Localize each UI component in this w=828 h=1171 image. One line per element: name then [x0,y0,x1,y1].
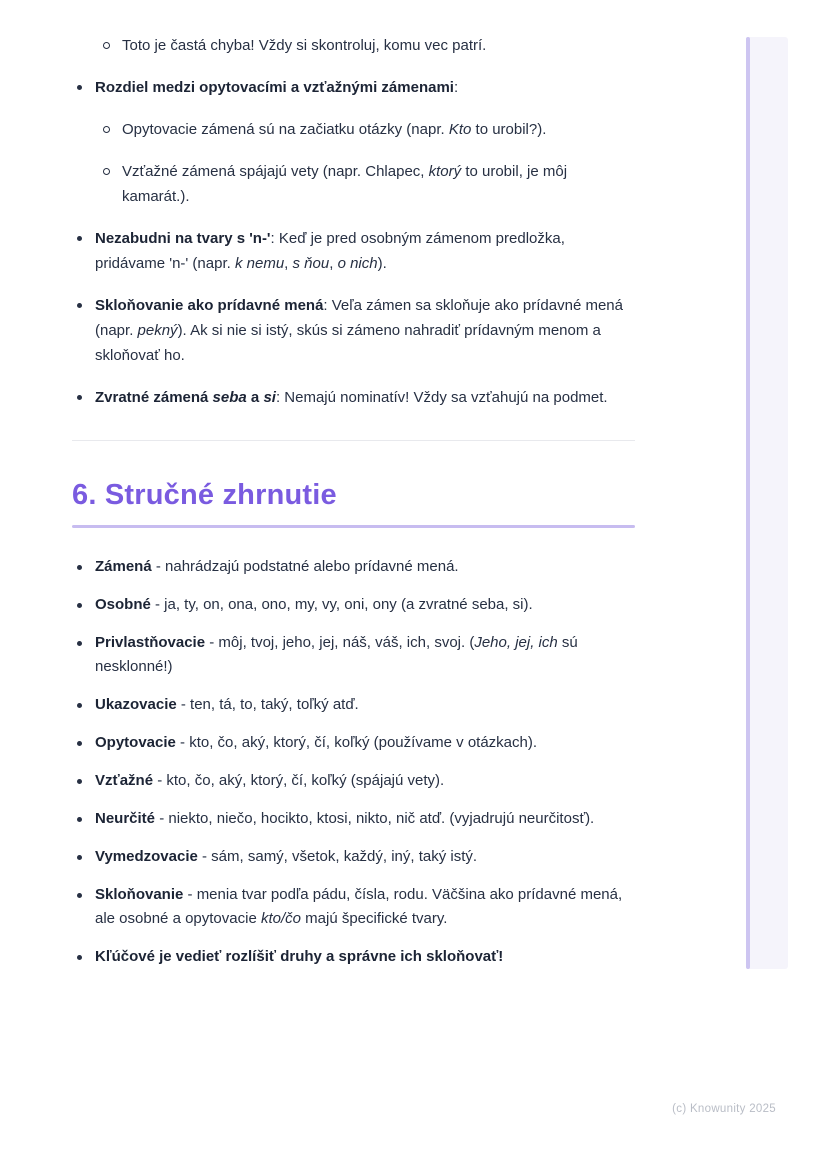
text-run: Vymedzovacie [95,848,198,865]
text-run: a [246,389,264,406]
text-run: : Keď je pred osobným zámenom predložka, pridávame 'n-' (napr. [95,230,565,272]
text-run: Opytovacie [95,734,176,751]
text-run: to urobil?). [471,121,547,138]
text-run: pekný [137,322,178,339]
text-run: : Veľa zámen sa skloňuje ako prídavné mená (napr. [95,297,623,339]
text-run: Rozdiel medzi opytovacími a vzťažnými zámenami [95,79,454,96]
text-run: s ňou [292,255,330,272]
text-run: Kľúčové je vedieť rozlíšiť druhy a správne ich skloňovať! [95,948,504,965]
list-item [72,807,635,831]
note-content [72,33,635,983]
text-run: Zvratné zámená [95,389,213,406]
text-run: Skloňovanie [95,886,184,903]
text-run: , [329,255,338,272]
text-run: Vzťažné zámená spájajú vety (napr. Chlapec, [122,163,429,180]
list-item [72,75,635,100]
summary-list [72,555,635,969]
text-run: , [284,255,293,272]
list-item [72,385,635,410]
text-run: - menia tvar podľa pádu, čísla, rodu. Väčšina ako prídavné mená, ale osobné a opytovacie [95,886,623,927]
text-run: Jeho, jej, ich [474,634,558,651]
text-run: ktorý [428,163,462,180]
list-item [72,555,635,579]
text-run: Neurčité [95,810,156,827]
text-run: ). Ak si nie si istý, skús si zámeno nahradiť prídavným menom a skloňovať ho. [95,322,601,364]
text-run: o nich [337,255,378,272]
text-run: - nahrádzajú podstatné alebo prídavné mená. [151,558,459,575]
text-run: seba [212,389,247,406]
text-run: ). [377,255,387,272]
scrollbar-track[interactable] [746,37,788,969]
list-item [72,945,635,969]
text-run: Privlastňovacie [95,634,206,651]
list-item [72,226,635,276]
text-run: Zámená [95,558,152,575]
list-item [72,769,635,793]
notes-list [72,33,635,410]
text-run: Nezabudni na tvary s 'n-' [95,230,271,247]
list-item [72,631,635,679]
list-item [72,159,635,209]
text-run: Opytovacie zámená sú na začiatku otázky (napr. [122,121,449,138]
text-run: - môj, tvoj, jeho, jej, náš, váš, ich, svoj. ( [205,634,475,651]
text-run: k nemu [234,255,285,272]
list-item [72,117,635,142]
text-run: : [453,79,459,96]
text-run: kto/čo [260,910,301,927]
scrollbar-thumb[interactable] [746,37,750,969]
list-item [72,845,635,869]
text-run: Vzťažné [95,772,154,789]
section-heading: 6. Stručné zhrnutie [72,479,337,511]
list-item [72,293,635,368]
list-item [72,33,635,58]
text-run: Skloňovanie ako prídavné mená [95,297,324,314]
text-run: - sám, samý, všetok, každý, iný, taký istý. [197,848,478,865]
text-run: Osobné [95,596,151,613]
list-item [72,731,635,755]
list-item [72,593,635,617]
copyright-text: (c) Knowunity 2025 [672,1103,776,1115]
text-run: to urobil, je môj kamarát.). [122,163,568,205]
text-run: - ten, tá, to, taký, toľký atď. [176,696,359,713]
text-run: majú špecifické tvary. [300,910,448,927]
text-run: Ukazovacie [95,696,177,713]
text-run: Kto [448,121,472,138]
heading-underline [72,525,635,528]
list-item [72,883,635,931]
text-run: - kto, čo, aký, ktorý, čí, koľký (používame v otázkach). [175,734,538,751]
summary-section [72,479,635,969]
text-run: - ja, ty, on, ona, ono, my, vy, oni, ony (a zvratné seba, si). [150,596,533,613]
list-item [72,693,635,717]
text-run: Toto je častá chyba! Vždy si skontroluj, komu vec patrí. [122,37,487,54]
text-run: - kto, čo, aký, ktorý, čí, koľký (spájajú vety). [153,772,445,789]
text-run: si [263,389,276,406]
text-run: : Nemajú nominatív! Vždy sa vzťahujú na podmet. [275,389,608,406]
text-run: - niekto, niečo, hocikto, ktosi, nikto, nič atď. (vyjadrujú neurčitosť). [155,810,595,827]
text-run: sú nesklonné!) [95,634,578,675]
section-divider [72,440,635,441]
